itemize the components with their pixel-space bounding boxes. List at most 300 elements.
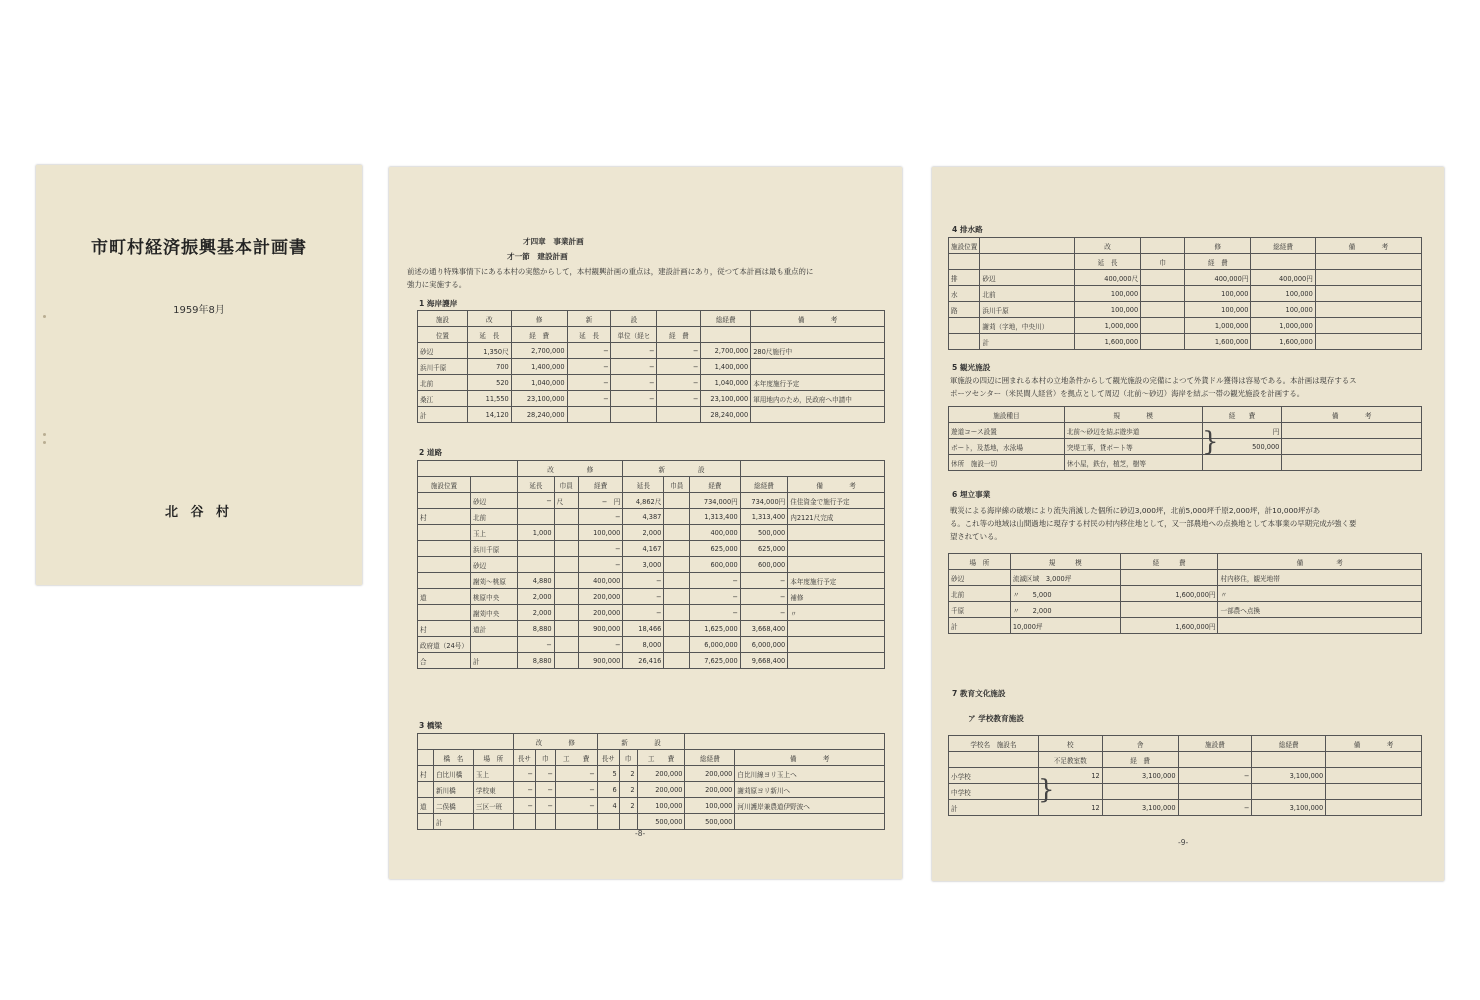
table-cell: 〃 5,000: [1010, 586, 1120, 602]
table-cell: [949, 318, 980, 334]
table-row: [949, 286, 1422, 302]
table-cell: [1218, 618, 1422, 634]
table-cell: 村: [418, 766, 434, 782]
table-cell: [1141, 318, 1185, 334]
table-cell: 総経費: [1251, 238, 1315, 254]
table-header-row: [949, 254, 1422, 270]
table-cell: 8,880: [518, 621, 554, 637]
table-cell: [1315, 334, 1421, 350]
table-cell: 経 費: [511, 327, 567, 343]
table-cell: [470, 637, 517, 653]
table-cell: −: [657, 375, 701, 391]
table-cell: [418, 782, 434, 798]
table-cell: [1120, 602, 1218, 618]
table-cell: [554, 589, 578, 605]
table-cell: 長サ: [513, 750, 535, 766]
table-row: [418, 814, 885, 830]
table-cell: [751, 327, 885, 343]
table-cell: 本年度施行予定: [751, 375, 885, 391]
table-cell: 600,000: [740, 557, 788, 573]
table-cell: 総経費: [1252, 736, 1326, 752]
table-cell: 400,000円: [1185, 270, 1251, 286]
table-cell: 1,350尺: [467, 343, 511, 359]
table-header-row: [418, 311, 885, 327]
table-cell: 本年度施行予定: [788, 573, 885, 589]
table-cell: 砂辺: [418, 343, 468, 359]
table-cell: 1,600,000円: [1120, 618, 1218, 634]
table-cell: 玉上: [470, 525, 517, 541]
table-cell: [554, 621, 578, 637]
table-cell: 補修: [788, 589, 885, 605]
table-bridges: [417, 733, 885, 830]
table-cell: 700: [467, 359, 511, 375]
table-cell: 砂辺: [470, 557, 517, 573]
table-cell: − 円: [578, 493, 622, 509]
table-cell: [554, 557, 578, 573]
table-cell: −: [567, 375, 611, 391]
table-cell: 200,000: [578, 589, 622, 605]
heading-school: ア 学校教育施設: [968, 714, 1024, 723]
table-cell: [418, 557, 471, 573]
table-cell: 6,000,000: [740, 637, 788, 653]
table-cell: [1326, 768, 1422, 784]
table-cell: 道: [418, 589, 471, 605]
table-cell: 1,600,000: [1251, 334, 1315, 350]
table-cell: 規 模: [1010, 554, 1120, 570]
table-cell: 100,000: [1251, 286, 1315, 302]
table-cell: 1,600,000円: [1120, 586, 1218, 602]
table-cell: 4: [597, 798, 619, 814]
table-cell: −: [657, 359, 701, 375]
table-cell: 200,000: [685, 766, 735, 782]
table-cell: −: [611, 375, 657, 391]
heading-roads: 2 道路: [419, 448, 443, 457]
table-cell: −: [657, 391, 701, 407]
table-cell: 6: [597, 782, 619, 798]
table-cell: [1315, 254, 1421, 270]
table-row: [949, 586, 1422, 602]
table-row: [418, 653, 885, 669]
table-cell: 100,000: [1074, 286, 1140, 302]
table-row: [418, 493, 885, 509]
table-row: [418, 605, 885, 621]
reclamation-paragraph: [950, 504, 1436, 543]
table-cell: [611, 407, 657, 423]
table-drainage: [948, 237, 1422, 350]
table-cell: 400,000円: [1251, 270, 1315, 286]
table-cell: [664, 525, 690, 541]
table-reclamation: [948, 553, 1422, 634]
table-cell: −: [513, 782, 535, 798]
table-row: [418, 557, 885, 573]
table-cell: −: [690, 605, 741, 621]
table-cell: −: [623, 605, 664, 621]
table-cell: 2: [619, 782, 637, 798]
table-cell: 400,000尺: [1074, 270, 1140, 286]
table-cell: [418, 605, 471, 621]
table-cell: 村内移住，観光地帯: [1218, 570, 1422, 586]
table-cell: [1282, 423, 1422, 439]
table-cell: 政府道（24号）: [418, 637, 471, 653]
table-row: [418, 637, 885, 653]
table-cell: 施設位置: [418, 477, 471, 493]
table-header-row: [418, 477, 885, 493]
table-cell: 一部農へ点換: [1218, 602, 1422, 618]
table-cell: 新: [567, 311, 611, 327]
table-row: [418, 407, 885, 423]
table-cell: 北前: [418, 375, 468, 391]
table-row: [949, 334, 1422, 350]
table-cell: 長サ: [597, 750, 619, 766]
table-cell: 白比川線ヨリ玉上へ: [735, 766, 885, 782]
table-cell: 工 費: [637, 750, 685, 766]
table-cell: 28,240,000: [701, 407, 751, 423]
table-cell: 7,625,000: [690, 653, 741, 669]
table-cell: 625,000: [740, 541, 788, 557]
table-cell: 〃: [788, 605, 885, 621]
table-row: [418, 798, 885, 814]
table-cell: 4,862尺: [623, 493, 664, 509]
table-cell: 100,000: [1185, 286, 1251, 302]
table-cell: 学校東: [473, 782, 513, 798]
table-cell: 単位（経ヒ: [611, 327, 657, 343]
table-cell: −: [578, 637, 622, 653]
table-header-row: [949, 752, 1422, 768]
table-cell: [664, 637, 690, 653]
table-row: [949, 302, 1422, 318]
table-cell: 北前〜砂辺を結ぶ遊歩道: [1064, 423, 1202, 439]
table-cell: −: [567, 359, 611, 375]
table-cell: 100,000: [1251, 302, 1315, 318]
table-cell: [1178, 784, 1252, 800]
group-header-renovation: 改 修: [513, 734, 597, 750]
table-cell: [1102, 784, 1178, 800]
table-cell: 1,600,000: [1074, 334, 1140, 350]
tourism-line-1: 軍施設の四辺に囲まれる本村の立地条件からして観光施設の完備によつて外貨ドル獲得は容易である。本計画は現存するス: [950, 376, 1357, 385]
table-cell: [619, 814, 637, 830]
table-cell: 謝苅〜桃原: [470, 573, 517, 589]
table-cell: 2,700,000: [511, 343, 567, 359]
table-cell: −: [578, 509, 622, 525]
table-cell: −: [611, 391, 657, 407]
table-school: [948, 735, 1422, 816]
table-cell: 路: [949, 302, 980, 318]
table-cell: −: [518, 637, 554, 653]
table-cell: 9,668,400: [740, 653, 788, 669]
table-cell: 謝苅（字地，中央川）: [980, 318, 1075, 334]
group-header-new: 新 設: [597, 734, 685, 750]
table-cell: 三区一班: [473, 798, 513, 814]
table-cell: [418, 750, 434, 766]
table-cell: [788, 621, 885, 637]
table-cell: [664, 541, 690, 557]
table-cell: 北前: [470, 509, 517, 525]
table-cell: 村: [418, 621, 471, 637]
table-cell: −: [567, 343, 611, 359]
table-cell: 延 長: [567, 327, 611, 343]
table-cell: [567, 407, 611, 423]
table-cell: −: [578, 541, 622, 557]
table-row: [418, 375, 885, 391]
table-cell: 3,100,000: [1102, 768, 1178, 784]
table-cell: 備 考: [1218, 554, 1422, 570]
table-cell: 23,100,000: [701, 391, 751, 407]
table-cell: 休所 施設一切: [949, 455, 1065, 471]
table-cell: 備 考: [735, 750, 885, 766]
table-cell: 100,000: [1074, 302, 1140, 318]
table-cell: 1,000: [518, 525, 554, 541]
table-cell: 計: [980, 334, 1075, 350]
table-cell: 総経費: [685, 750, 735, 766]
table-cell: 尺: [554, 493, 578, 509]
table-cell: −: [611, 359, 657, 375]
table-cell: 校: [1038, 736, 1102, 752]
table-cell: 改: [467, 311, 511, 327]
table-cell: −: [578, 557, 622, 573]
table-cell: [418, 573, 471, 589]
table-cell: [1282, 439, 1422, 455]
table-cell: 1,625,000: [690, 621, 741, 637]
table-cell: 場 所: [949, 554, 1011, 570]
table-cell: [788, 541, 885, 557]
table-cell: [1326, 800, 1422, 816]
page-9: [932, 167, 1444, 881]
table-cell: [518, 541, 554, 557]
table-seawall: [417, 310, 885, 423]
table-cell: 内2121尺完成: [788, 509, 885, 525]
table-cell: [657, 311, 701, 327]
table-cell: 位置: [418, 327, 468, 343]
table-cell: [1326, 752, 1422, 768]
intro-line-1: 前述の通り特殊事情下にある本村の実態からして，本村観興計画の重点は，建設計画にあり，従つて本計画は最も重点的に: [407, 267, 814, 276]
table-cell: [554, 637, 578, 653]
table-cell: [1252, 752, 1326, 768]
table-row: [949, 602, 1422, 618]
table-cell: 計: [949, 618, 1011, 634]
table-cell: [473, 814, 513, 830]
table-cell: [418, 461, 518, 477]
table-tourism: [948, 406, 1422, 471]
table-cell: 3,000: [623, 557, 664, 573]
table-cell: [949, 334, 980, 350]
table-cell: 総経費: [740, 477, 788, 493]
intro-line-2: 強力に実施する。: [407, 280, 467, 289]
table-cell: 施設費: [1178, 736, 1252, 752]
table-cell: 400,000: [690, 525, 741, 541]
table-cell: [664, 621, 690, 637]
table-cell: 延長: [518, 477, 554, 493]
table-cell: 100,000: [1185, 302, 1251, 318]
table-cell: 520: [467, 375, 511, 391]
table-cell: 中学校: [949, 784, 1039, 800]
table-row: [418, 621, 885, 637]
table-cell: [1315, 270, 1421, 286]
table-cell: −: [1178, 768, 1252, 784]
table-cell: [418, 814, 434, 830]
chapter-heading: 才四章 事業計画: [523, 237, 584, 246]
table-row: [418, 541, 885, 557]
table-cell: [418, 493, 471, 509]
table-cell: −: [1178, 800, 1252, 816]
table-header-row: [418, 750, 885, 766]
table-cell: −: [535, 798, 555, 814]
table-cell: 総経費: [701, 311, 751, 327]
table-cell: [554, 525, 578, 541]
table-cell: 施設種目: [949, 407, 1065, 423]
heading-bridges: 3 橋梁: [419, 721, 443, 730]
table-cell: −: [611, 343, 657, 359]
table-row: [418, 589, 885, 605]
reclamation-line-3: 望されている。: [950, 532, 1002, 541]
table-cell: 橋 名: [433, 750, 473, 766]
table-cell: −: [740, 573, 788, 589]
section-heading: 才一節 建設計画: [507, 252, 568, 261]
table-cell: 設: [611, 311, 657, 327]
table-row: [949, 423, 1422, 439]
table-cell: 備 考: [1315, 238, 1421, 254]
table-cell: 経 費: [1202, 407, 1282, 423]
table-cell: 住佳資金で施行予定: [788, 493, 885, 509]
table-cell: 200,000: [637, 782, 685, 798]
table-cell: 5: [597, 766, 619, 782]
table-cell: 経 費: [657, 327, 701, 343]
table-cell: [949, 254, 980, 270]
table-cell: 場 所: [473, 750, 513, 766]
table-cell: [1141, 286, 1185, 302]
table-cell: 突堤工事，貸ボート等: [1064, 439, 1202, 455]
table-cell: −: [555, 782, 597, 798]
table-cell: [1120, 570, 1218, 586]
table-header-row: [418, 327, 885, 343]
table-cell: 北前: [949, 586, 1011, 602]
table-cell: 浜川千原: [418, 359, 468, 375]
table-cell: −: [690, 573, 741, 589]
table-cell: [418, 541, 471, 557]
table-cell: 新川橋: [433, 782, 473, 798]
table-row: [418, 343, 885, 359]
table-cell: [418, 734, 514, 750]
table-cell: [664, 573, 690, 589]
table-cell: 巾: [619, 750, 637, 766]
table-cell: 桃原中央: [470, 589, 517, 605]
table-cell: [701, 327, 751, 343]
table-group-header-row: [418, 461, 885, 477]
table-cell: 備 考: [788, 477, 885, 493]
page-number: -8-: [635, 829, 646, 838]
table-cell: 500,000: [637, 814, 685, 830]
table-cell: 23,100,000: [511, 391, 567, 407]
table-cell: 経 費: [1102, 752, 1178, 768]
table-cell: 26,416: [623, 653, 664, 669]
table-cell: [1251, 254, 1315, 270]
table-cell: [657, 407, 701, 423]
table-row: [949, 768, 1422, 784]
table-cell: 道: [418, 798, 434, 814]
table-cell: 900,000: [578, 621, 622, 637]
table-cell: −: [513, 766, 535, 782]
table-cell: 巾員: [554, 477, 578, 493]
table-cell: [788, 637, 885, 653]
table-cell: −: [623, 589, 664, 605]
tourism-line-2: ポーツセンター（米民間人経営）を拠点として周辺（北前〜砂辺）海岸を結ぶ一帯の観光施設を計画する。: [950, 389, 1305, 398]
table-cell: 計: [433, 814, 473, 830]
table-cell: 14,120: [467, 407, 511, 423]
table-cell: [1315, 286, 1421, 302]
table-group-header-row: [418, 734, 885, 750]
table-cell: 遊道コース設置: [949, 423, 1065, 439]
table-cell: [685, 734, 885, 750]
table-cell: [555, 814, 597, 830]
table-cell: 4,880: [518, 573, 554, 589]
table-cell: 12: [1038, 768, 1102, 784]
table-row: [418, 782, 885, 798]
table-row: [418, 391, 885, 407]
table-cell: [788, 557, 885, 573]
table-header-row: [949, 554, 1422, 570]
table-cell: 4,387: [623, 509, 664, 525]
heading-education: 7 教育文化施設: [952, 689, 1006, 698]
table-cell: 200,000: [685, 782, 735, 798]
intro-paragraph: [407, 265, 893, 291]
table-roads: [417, 460, 885, 669]
table-cell: 施設: [418, 311, 468, 327]
table-row: [418, 766, 885, 782]
table-row: [949, 784, 1422, 800]
table-cell: 1,000,000: [1251, 318, 1315, 334]
table-cell: 北前: [980, 286, 1075, 302]
table-cell: 道計: [470, 621, 517, 637]
table-cell: 計: [470, 653, 517, 669]
table-cell: 200,000: [637, 766, 685, 782]
table-cell: 改: [1074, 238, 1140, 254]
table-cell: 軍用地内のため，民政府へ申請中: [751, 391, 885, 407]
table-cell: 千原: [949, 602, 1011, 618]
table-cell: 1,040,000: [701, 375, 751, 391]
table-cell: [664, 605, 690, 621]
table-cell: 2,000: [623, 525, 664, 541]
table-cell: 浜川千原: [470, 541, 517, 557]
table-cell: [788, 653, 885, 669]
table-cell: 規 模: [1064, 407, 1202, 423]
table-cell: 排: [949, 270, 980, 286]
table-cell: 900,000: [578, 653, 622, 669]
table-cell: 2,700,000: [701, 343, 751, 359]
table-cell: [788, 525, 885, 541]
table-cell: 砂辺: [949, 570, 1011, 586]
table-row: [418, 573, 885, 589]
table-cell: 経費: [578, 477, 622, 493]
group-header-new: 新 設: [623, 461, 740, 477]
table-cell: 500,000: [685, 814, 735, 830]
table-header-row: [949, 736, 1422, 752]
table-cell: 2: [619, 798, 637, 814]
table-row: [949, 800, 1422, 816]
table-cell: 8,880: [518, 653, 554, 669]
table-cell: 10,000坪: [1010, 618, 1120, 634]
table-cell: 不足教室数: [1038, 752, 1102, 768]
heading-drainage: 4 排水路: [952, 225, 983, 234]
table-cell: [735, 814, 885, 830]
table-cell: −: [535, 766, 555, 782]
punch-hole: [43, 315, 46, 318]
table-cell: [554, 653, 578, 669]
table-cell: 4,167: [623, 541, 664, 557]
table-cell: 2,000: [518, 589, 554, 605]
table-cell: [980, 238, 1075, 254]
group-header-renovation: 改 修: [518, 461, 623, 477]
table-cell: 734,000円: [690, 493, 741, 509]
table-cell: 3,668,400: [740, 621, 788, 637]
